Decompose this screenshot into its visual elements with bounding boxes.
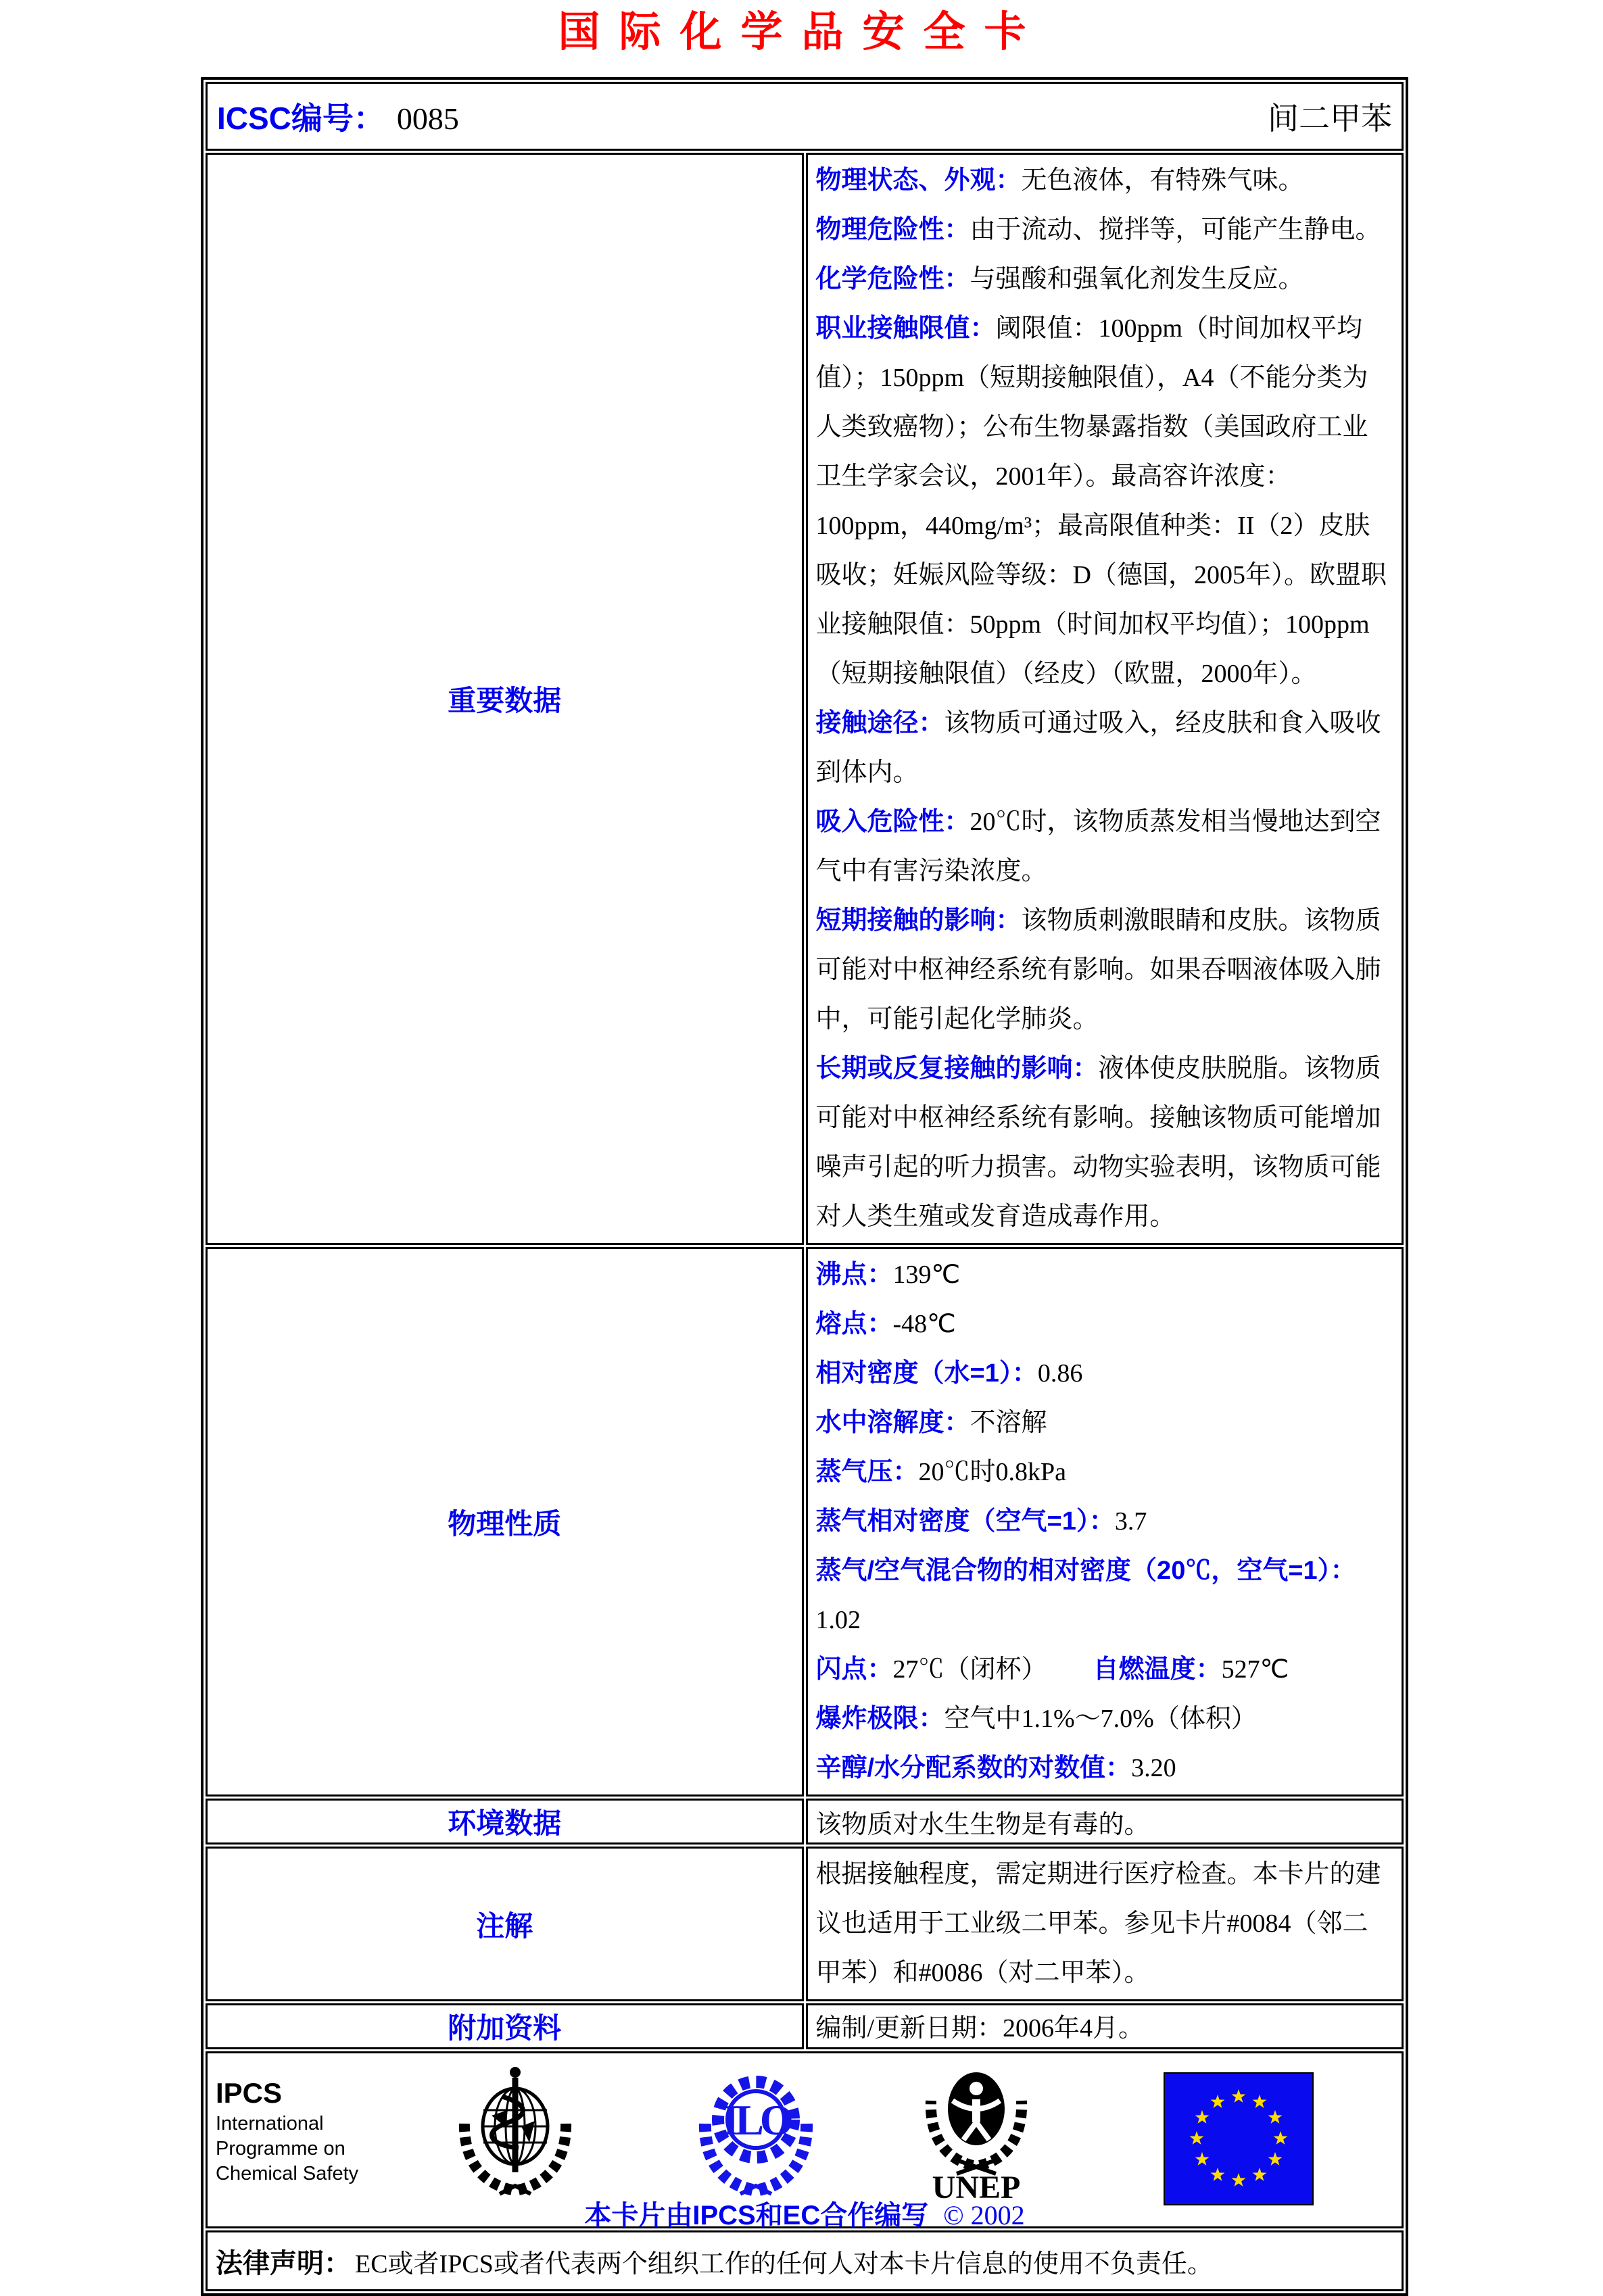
ipcs-line: Programme on bbox=[216, 2138, 345, 2159]
item-text: 空气中1.1%～7.0%（体积） bbox=[944, 1705, 1257, 1733]
environment-data-row-label: 环境数据 bbox=[206, 1799, 804, 1845]
physical-item bbox=[816, 1349, 1394, 1398]
additional-info-row-label: 附加资料 bbox=[206, 2003, 804, 2049]
item-label: 爆炸极限： bbox=[815, 1705, 944, 1733]
environment-data-text: 该物质对水生生物是有毒的。 bbox=[815, 1810, 1150, 1839]
notes-row bbox=[206, 1847, 1404, 2001]
notes-content bbox=[806, 1847, 1404, 2001]
important-item bbox=[816, 156, 1394, 205]
important-item bbox=[816, 255, 1394, 304]
physical-item bbox=[816, 1546, 1394, 1645]
header-row bbox=[206, 82, 1404, 151]
icsc-number-group bbox=[217, 94, 459, 139]
legal-body bbox=[216, 2234, 1393, 2288]
chemical-name: 间二甲苯 bbox=[1268, 101, 1392, 136]
icsc-number-label: ICSC编号： bbox=[217, 101, 385, 136]
item-label: 沸点： bbox=[815, 1261, 893, 1289]
item-label: 蒸气/空气混合物的相对密度（20℃，空气=1）： bbox=[815, 1557, 1356, 1585]
item-text: 该物质可通过吸入，经皮肤和食入吸收到体内。 bbox=[815, 709, 1381, 787]
important-item bbox=[816, 798, 1394, 896]
item-label: 长期或反复接触的影响： bbox=[815, 1054, 1099, 1083]
footer-caption bbox=[208, 2194, 1402, 2232]
ilo-logo-icon bbox=[692, 2059, 820, 2197]
physical-properties-row bbox=[206, 1247, 1404, 1797]
caption-text: 本卡片由IPCS和EC合作编写 bbox=[584, 2201, 929, 2230]
logos-row bbox=[206, 2051, 1404, 2228]
physical-item bbox=[816, 1448, 1394, 1497]
physical-properties-body bbox=[816, 1250, 1394, 1793]
item-label: 水中溶解度： bbox=[815, 1409, 970, 1437]
environment-data-content bbox=[806, 1799, 1404, 1845]
item-label: 熔点： bbox=[815, 1310, 893, 1338]
additional-info-row bbox=[206, 2003, 1404, 2049]
item-label: 短期接触的影响： bbox=[815, 906, 1022, 935]
who-logo-icon bbox=[451, 2059, 579, 2197]
important-data-body bbox=[816, 156, 1394, 1242]
physical-properties-row-label: 物理性质 bbox=[206, 1247, 804, 1797]
item-label: 物理危险性： bbox=[815, 216, 970, 244]
ipcs-line: International bbox=[216, 2113, 324, 2134]
physical-item bbox=[816, 1300, 1394, 1349]
important-item bbox=[816, 896, 1394, 1044]
environment-data-row bbox=[206, 1799, 1404, 1845]
important-data-content bbox=[806, 153, 1404, 1245]
item-text: 与强酸和强氧化剂发生反应。 bbox=[970, 265, 1304, 293]
header-flex bbox=[217, 94, 1392, 139]
item-text: 不溶解 bbox=[970, 1409, 1047, 1437]
item-label: 职业接触限值： bbox=[815, 314, 996, 343]
caption-year: © 2002 bbox=[943, 2200, 1025, 2230]
item-label: 自燃温度： bbox=[1093, 1655, 1222, 1684]
ipcs-line: Chemical Safety bbox=[216, 2163, 359, 2184]
eu-flag-icon bbox=[1164, 2072, 1314, 2205]
physical-item bbox=[816, 1497, 1394, 1546]
physical-item bbox=[816, 1250, 1394, 1300]
additional-info-content bbox=[806, 2003, 1404, 2049]
logos-wrap bbox=[208, 2053, 1402, 2230]
physical-item bbox=[816, 1694, 1394, 1744]
logos-cell bbox=[206, 2051, 1404, 2228]
ipcs-acronym: IPCS bbox=[216, 2077, 283, 2109]
physical-properties-content bbox=[806, 1247, 1404, 1797]
item-label: 蒸气相对密度（空气=1）： bbox=[815, 1507, 1115, 1536]
unep-logo-icon bbox=[919, 2055, 1034, 2205]
item-text: 3.20 bbox=[1131, 1754, 1176, 1782]
item-label: 吸入危险性： bbox=[815, 808, 970, 836]
item-text: 0.86 bbox=[1037, 1359, 1083, 1388]
physical-item-flash-autoignition bbox=[816, 1645, 1394, 1694]
physical-item bbox=[816, 1398, 1394, 1448]
item-label: 接触途径： bbox=[815, 709, 944, 737]
item-label: 相对密度（水=1）： bbox=[815, 1359, 1038, 1388]
item-label: 化学危险性： bbox=[815, 265, 970, 293]
notes-text: 根据接触程度，需定期进行医疗检查。本卡片的建议也适用于工业级二甲苯。参见卡片#0084（邻二甲苯）和#0086（对二甲苯）。 bbox=[815, 1860, 1381, 1987]
item-label: 蒸气压： bbox=[815, 1458, 919, 1486]
item-text: 无色液体，有特殊气味。 bbox=[1021, 166, 1304, 195]
header-cell bbox=[206, 82, 1404, 151]
legal-row bbox=[206, 2230, 1404, 2291]
item-text: 由于流动、搅拌等，可能产生静电。 bbox=[970, 216, 1381, 244]
important-item bbox=[816, 1044, 1394, 1242]
item-text: 139℃ bbox=[892, 1261, 961, 1289]
icsc-card-table bbox=[201, 77, 1408, 2296]
page-title: 国际化学品安全卡 bbox=[558, 9, 1045, 55]
flash-point-group bbox=[816, 1645, 1093, 1694]
item-text: 20℃时0.8kPa bbox=[918, 1458, 1067, 1486]
important-data-row-label: 重要数据 bbox=[206, 153, 804, 1245]
item-text: 1.02 bbox=[815, 1606, 861, 1634]
item-text: 27℃（闭杯） bbox=[892, 1655, 1047, 1684]
item-text: 液体使皮肤脱脂。该物质可能对中枢神经系统有影响。接触该物质可能增加噪声引起的听力损害。动物实验表明，该物质可能对人类生殖或发育造成毒作用。 bbox=[815, 1054, 1381, 1231]
item-text: -48℃ bbox=[892, 1310, 956, 1338]
item-label: 闪点： bbox=[815, 1655, 893, 1684]
important-item bbox=[816, 699, 1394, 798]
item-label: 辛醇/水分配系数的对数值： bbox=[815, 1754, 1132, 1782]
item-text: 3.7 bbox=[1114, 1507, 1147, 1536]
additional-info-text: 编制/更新日期：2006年4月。 bbox=[815, 2014, 1145, 2043]
item-label: 物理状态、外观： bbox=[815, 166, 1022, 195]
icsc-page bbox=[0, 5, 1603, 2278]
physical-item bbox=[816, 1744, 1394, 1793]
unep-logo-text: UNEP bbox=[932, 2170, 1021, 2205]
item-text: 该物质刺激眼睛和皮肤。该物质可能对中枢神经系统有影响。如果吞咽液体吸入肺中，可能引起化学肺炎。 bbox=[815, 906, 1381, 1033]
icsc-number-value: 0085 bbox=[396, 101, 459, 136]
ilo-logo-text: ILO bbox=[722, 2096, 790, 2144]
ipcs-text-block bbox=[216, 2075, 358, 2187]
legal-cell bbox=[206, 2230, 1404, 2291]
item-text: 20℃时，该物质蒸发相当慢地达到空气中有害污染浓度。 bbox=[815, 808, 1381, 885]
legal-text: EC或者IPCS或者代表两个组织工作的任何人对本卡片信息的使用不负责任。 bbox=[355, 2249, 1213, 2278]
notes-row-label: 注解 bbox=[206, 1847, 804, 2001]
legal-label: 法律声明： bbox=[216, 2248, 351, 2278]
important-item bbox=[816, 205, 1394, 255]
important-data-row bbox=[206, 153, 1404, 1245]
important-item bbox=[816, 304, 1394, 699]
item-text: 527℃ bbox=[1221, 1655, 1289, 1684]
item-text: 阈限值：100ppm（时间加权平均值）；150ppm（短期接触限值），A4（不能分类为人类致癌物）；公布生物暴露指数（美国政府工业卫生学家会议，2001年）。最高容许浓度：100ppm，440mg/m³；最高限值种类：II（2）皮肤吸收；妊娠风险等级：D（德国，2005年）。欧盟职业接触限值：50ppm（时间加权平均值）；100ppm（短期接触限值）（经皮）（欧盟，2000年）。 bbox=[815, 314, 1387, 688]
